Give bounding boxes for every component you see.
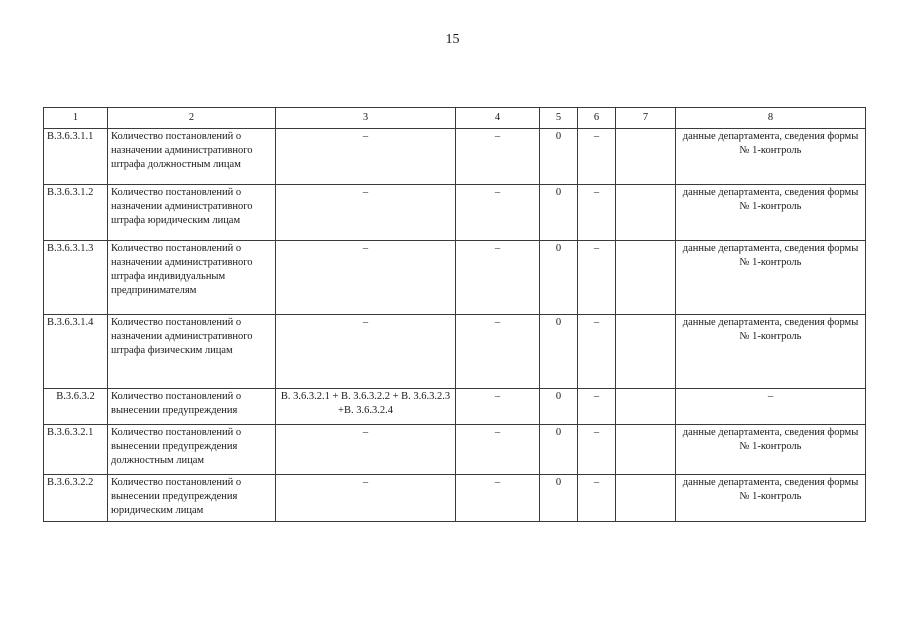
row-code: В.3.6.3.2 (44, 389, 108, 425)
row-col6: – (578, 129, 616, 185)
row-col7 (616, 389, 676, 425)
row-name: Количество постановлений о назначении административного штрафа юридическим лицам (108, 185, 276, 241)
row-name: Количество постановлений о вынесении предупреждения юридическим лицам (108, 475, 276, 522)
table-row (44, 425, 866, 475)
row-col6: – (578, 389, 616, 425)
row-name: Количество постановлений о назначении административного штрафа физическим лицам (108, 315, 276, 389)
row-code: В.3.6.3.1.2 (44, 185, 108, 241)
row-formula: – (276, 129, 456, 185)
row-col7 (616, 425, 676, 475)
row-col7 (616, 129, 676, 185)
column-header-1: 1 (44, 108, 108, 129)
row-col4: – (456, 129, 540, 185)
table-row (44, 389, 866, 425)
column-header-6: 6 (578, 108, 616, 129)
row-formula: – (276, 475, 456, 522)
column-header-5: 5 (540, 108, 578, 129)
column-header-8: 8 (676, 108, 866, 129)
column-header-3: 3 (276, 108, 456, 129)
row-col7 (616, 185, 676, 241)
row-col4: – (456, 185, 540, 241)
row-name: Количество постановлений о назначении административного штрафа должностным лицам (108, 129, 276, 185)
row-col5: 0 (540, 129, 578, 185)
row-code: В.3.6.3.1.3 (44, 241, 108, 315)
table-row (44, 129, 866, 185)
row-source: данные департамента, сведения формы № 1-контроль (676, 185, 866, 241)
row-name: Количество постановлений о вынесении предупреждения должностным лицам (108, 425, 276, 475)
row-col6: – (578, 475, 616, 522)
row-col6: – (578, 241, 616, 315)
row-formula: – (276, 185, 456, 241)
row-col5: 0 (540, 475, 578, 522)
row-source: данные департамента, сведения формы № 1-контроль (676, 315, 866, 389)
table-row (44, 475, 866, 522)
row-col7 (616, 315, 676, 389)
row-col4: – (456, 475, 540, 522)
row-col4: – (456, 315, 540, 389)
row-code: В.3.6.3.1.1 (44, 129, 108, 185)
row-name: Количество постановлений о вынесении предупреждения (108, 389, 276, 425)
column-header-7: 7 (616, 108, 676, 129)
table-row (44, 315, 866, 389)
row-source: – (676, 389, 866, 425)
row-source: данные департамента, сведения формы № 1-контроль (676, 241, 866, 315)
header-row (44, 108, 866, 129)
row-col4: – (456, 425, 540, 475)
row-code: В.3.6.3.2.1 (44, 425, 108, 475)
row-source: данные департамента, сведения формы № 1-контроль (676, 425, 866, 475)
row-source: данные департамента, сведения формы № 1-контроль (676, 475, 866, 522)
row-col6: – (578, 425, 616, 475)
row-formula: В. 3.6.3.2.1 + В. 3.6.3.2.2 + В. 3.6.3.2.3 +В. 3.6.3.2.4 (276, 389, 456, 425)
row-name: Количество постановлений о назначении административного штрафа индивидуальным предпринимателям (108, 241, 276, 315)
table-row (44, 241, 866, 315)
column-header-2: 2 (108, 108, 276, 129)
page-number: 15 (445, 32, 460, 47)
row-col5: 0 (540, 241, 578, 315)
row-col5: 0 (540, 315, 578, 389)
indicator-table (43, 107, 866, 522)
row-col5: 0 (540, 389, 578, 425)
row-col6: – (578, 185, 616, 241)
row-code: В.3.6.3.2.2 (44, 475, 108, 522)
row-code: В.3.6.3.1.4 (44, 315, 108, 389)
row-col4: – (456, 241, 540, 315)
row-col5: 0 (540, 425, 578, 475)
row-formula: – (276, 425, 456, 475)
row-col5: 0 (540, 185, 578, 241)
row-source: данные департамента, сведения формы № 1-контроль (676, 129, 866, 185)
table-row (44, 185, 866, 241)
row-col7 (616, 475, 676, 522)
column-header-4: 4 (456, 108, 540, 129)
row-col7 (616, 241, 676, 315)
row-col6: – (578, 315, 616, 389)
row-formula: – (276, 315, 456, 389)
row-col4: – (456, 389, 540, 425)
row-formula: – (276, 241, 456, 315)
